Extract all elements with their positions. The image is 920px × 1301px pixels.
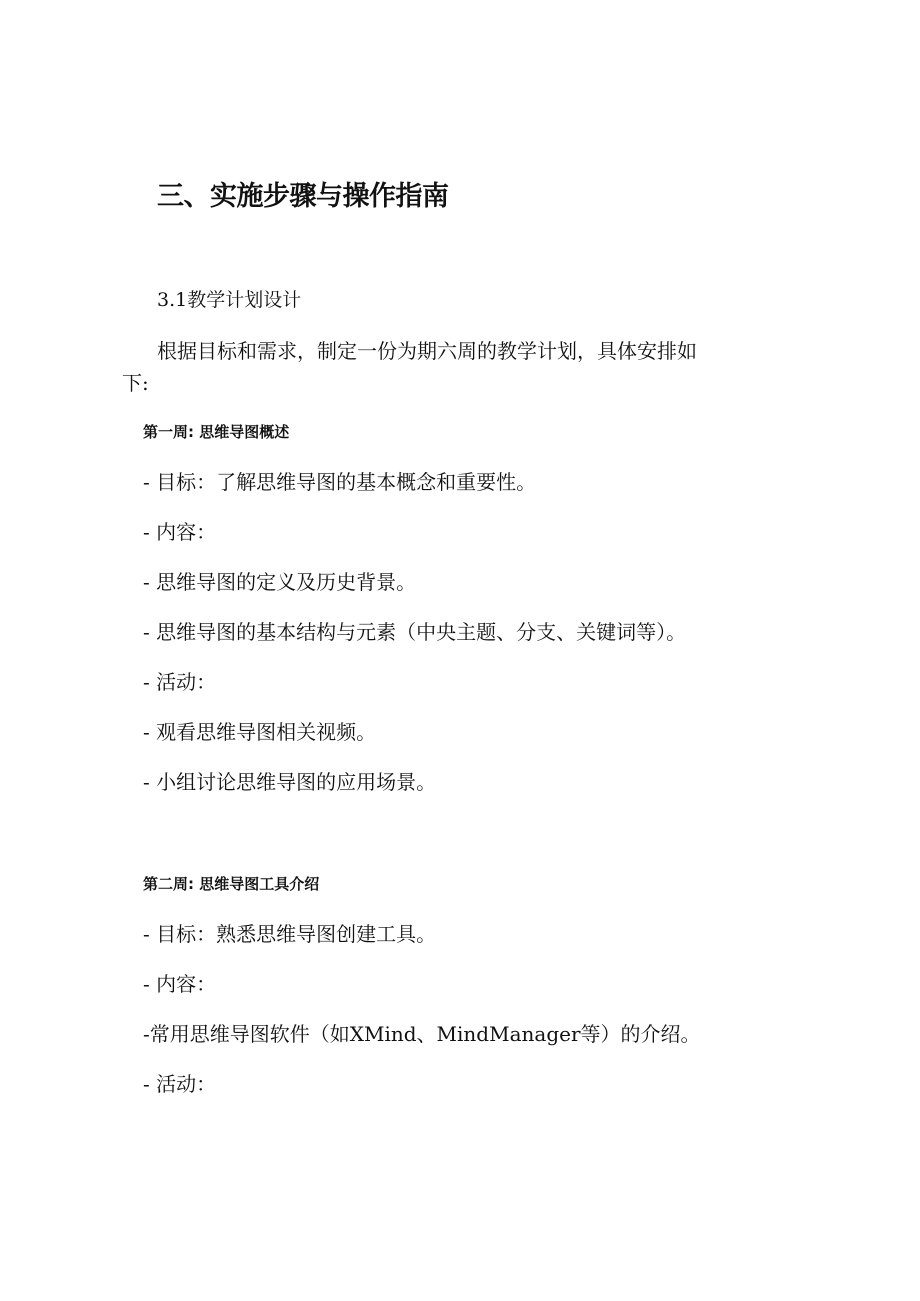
subsection-heading: 3.1教学计划设计 — [157, 289, 302, 311]
week-1-content-item: - 思维导图的基本结构与元素（中央主题、分支、关键词等）。 — [143, 620, 687, 644]
week-1-content-label: - 内容： — [143, 520, 217, 544]
week-1-title: 第一周: 思维导图概述 — [143, 423, 290, 441]
week-2-content-label: - 内容： — [143, 972, 217, 996]
section-heading: 三、实施步骤与操作指南 — [157, 181, 449, 212]
week-2-goal: - 目标：熟悉思维导图创建工具。 — [143, 922, 437, 946]
week-1-activity-label: - 活动： — [143, 670, 217, 694]
week-1-activity-item: - 观看思维导图相关视频。 — [143, 720, 377, 744]
intro-paragraph-line-1: 根据目标和需求，制定一份为期六周的教学计划，具体安排如 — [157, 339, 697, 363]
week-2-title: 第二周: 思维导图工具介绍 — [143, 875, 320, 893]
week-2-content-item: -常用思维导图软件（如XMind、MindManager等）的介绍。 — [143, 1022, 701, 1046]
week-2-activity-label: - 活动： — [143, 1072, 217, 1096]
intro-paragraph-line-2: 下: — [122, 371, 149, 395]
week-1-activity-item: - 小组讨论思维导图的应用场景。 — [143, 770, 437, 794]
week-1-goal: - 目标：了解思维导图的基本概念和重要性。 — [143, 470, 537, 494]
week-1-content-item: - 思维导图的定义及历史背景。 — [143, 570, 417, 594]
